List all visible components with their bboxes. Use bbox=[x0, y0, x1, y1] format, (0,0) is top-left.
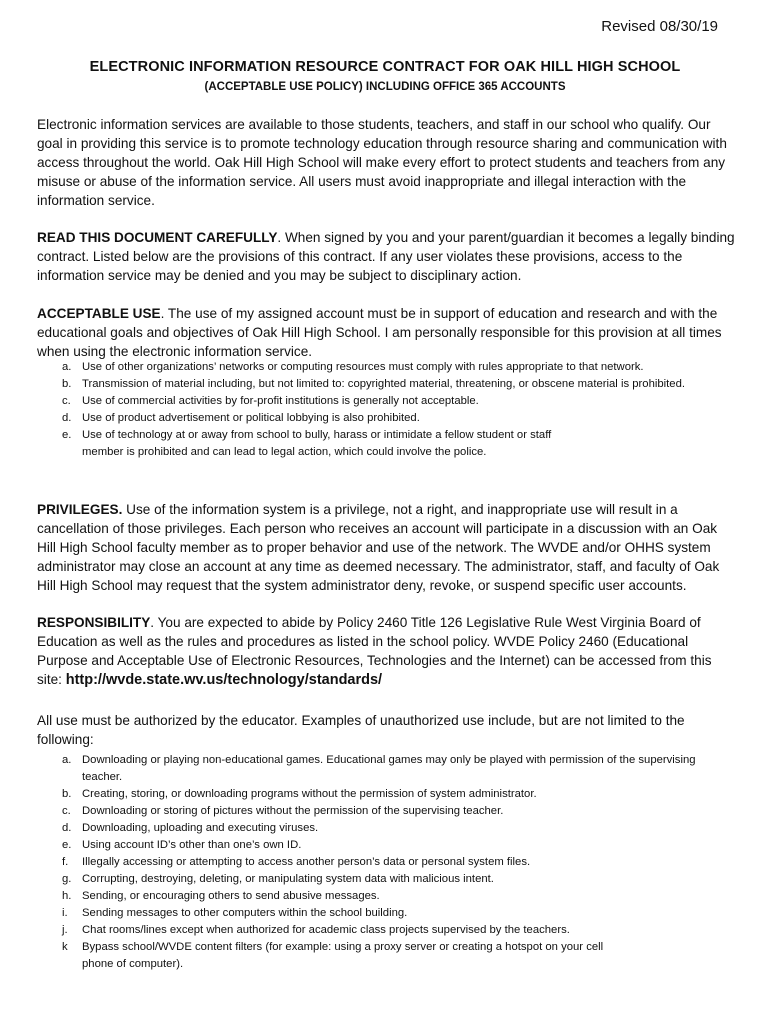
list-item: b. Creating, storing, or downloading programs without the permission of system administrator. bbox=[62, 788, 537, 800]
read-carefully-paragraph bbox=[37, 228, 737, 285]
privileges-heading: PRIVILEGES. bbox=[37, 502, 123, 517]
list-item: k Bypass school/WVDE content filters (for example: using a proxy server or creating a hotspot on your cell phone of computer). bbox=[62, 941, 604, 970]
document-subtitle: (ACCEPTABLE USE POLICY) INCLUDING OFFICE 365 ACCOUNTS bbox=[204, 81, 566, 93]
list-item: g. Corrupting, destroying, deleting, or manipulating system data with malicious intent. bbox=[62, 873, 494, 885]
privileges-paragraph bbox=[37, 500, 737, 595]
list-item: d. Downloading, uploading and executing viruses. bbox=[62, 822, 319, 834]
list-item: b. Transmission of material including, but not limited to: copyrighted material, threatening, or obscene material is prohibited. bbox=[62, 378, 686, 390]
unauthorized-use-list bbox=[62, 752, 722, 973]
list-item: f. Illegally accessing or attempting to access another person’s data or personal system files. bbox=[62, 856, 531, 868]
privileges-text: Use of the information system is a privilege, not a right, and inappropriate use will result in a cancellation of those privileges. Each person who receives an account will participate in a discussion with an Oak Hill High School faculty member as to proper behavior and use of the network. The WVDE and/or OHHS system administrator may close an account at any time as deemed necessary. The administrator, staff, and faculty of Oak Hill High School may request that the system administrator deny, revoke, or suspend specific user accounts. bbox=[37, 502, 720, 593]
list-item: h. Sending, or encouraging others to send abusive messages. bbox=[62, 890, 380, 902]
list-item: e. Use of technology at or away from school to bully, harass or intimidate a fellow student or staff member is prohibited and can lead to legal action, which could involve the police. bbox=[62, 429, 552, 458]
acceptable-use-text: . The use of my assigned account must be in support of education and research and with the educational goals and objectives of Oak Hill High School. I am personally responsible for this provision at all times when using the electronic information service. bbox=[37, 306, 722, 359]
acceptable-use-list bbox=[62, 359, 704, 461]
intro-paragraph: Electronic information services are available to those students, teachers, and staff in our school who qualify. Our goal in providing this service is to promote technology education through resource sharing and communication with access throughout the world. Oak Hill High School will make every effort to protect students and teachers from any misuse or abuse of the information service. All users must avoid inappropriate and illegal interaction with the information service. bbox=[37, 117, 727, 208]
list-item: a. Downloading or playing non-educational games. Educational games may only be played with permission of the supervising teacher. bbox=[62, 754, 696, 783]
revision-date: Revised 08/30/19 bbox=[601, 18, 718, 35]
list-item: c. Downloading or storing of pictures without the permission of the supervising teacher. bbox=[62, 805, 504, 817]
list-item: d. Use of product advertisement or political lobbying is also prohibited. bbox=[62, 412, 420, 424]
list-item: a. Use of other organizations’ networks or computing resources must comply with rules appropriate to that network. bbox=[62, 361, 644, 373]
read-carefully-heading: READ THIS DOCUMENT CAREFULLY bbox=[37, 230, 278, 245]
unauthorized-intro-paragraph: All use must be authorized by the educator. Examples of unauthorized use include, but are not limited to the following: bbox=[37, 713, 685, 747]
list-item: i. Sending messages to other computers within the school building. bbox=[62, 907, 408, 919]
acceptable-use-heading: ACCEPTABLE USE bbox=[37, 306, 161, 321]
responsibility-heading: RESPONSIBILITY bbox=[37, 615, 151, 630]
list-item: e. Using account ID’s other than one’s own ID. bbox=[62, 839, 302, 851]
responsibility-paragraph bbox=[37, 613, 737, 690]
acceptable-use-paragraph bbox=[37, 304, 737, 361]
policy-link[interactable]: http://wvde.state.wv.us/technology/standards/ bbox=[65, 672, 383, 688]
list-item: c. Use of commercial activities by for-profit institutions is generally not acceptable. bbox=[62, 395, 479, 407]
document-title: ELECTRONIC INFORMATION RESOURCE CONTRACT FOR OAK HILL HIGH SCHOOL bbox=[89, 59, 681, 75]
responsibility-text: . You are expected to abide by Policy 2460 Title 126 Legislative Rule West Virginia Board of Education as well as the rules and procedures as listed in the school policy. WVDE Policy 2460 (Educational Purpose and Acceptable Use of Electronic Resources, Technologies and the Internet) can be accessed from this site: bbox=[37, 615, 712, 687]
list-item: j. Chat rooms/lines except when authorized for academic class projects supervised by the teachers. bbox=[62, 924, 570, 936]
read-carefully-text: . When signed by you and your parent/guardian it becomes a legally binding contract. Listed below are the provisions of this contract. If any user violates these provisions, access to the information service may be denied and you may be subject to disciplinary action. bbox=[37, 230, 735, 283]
